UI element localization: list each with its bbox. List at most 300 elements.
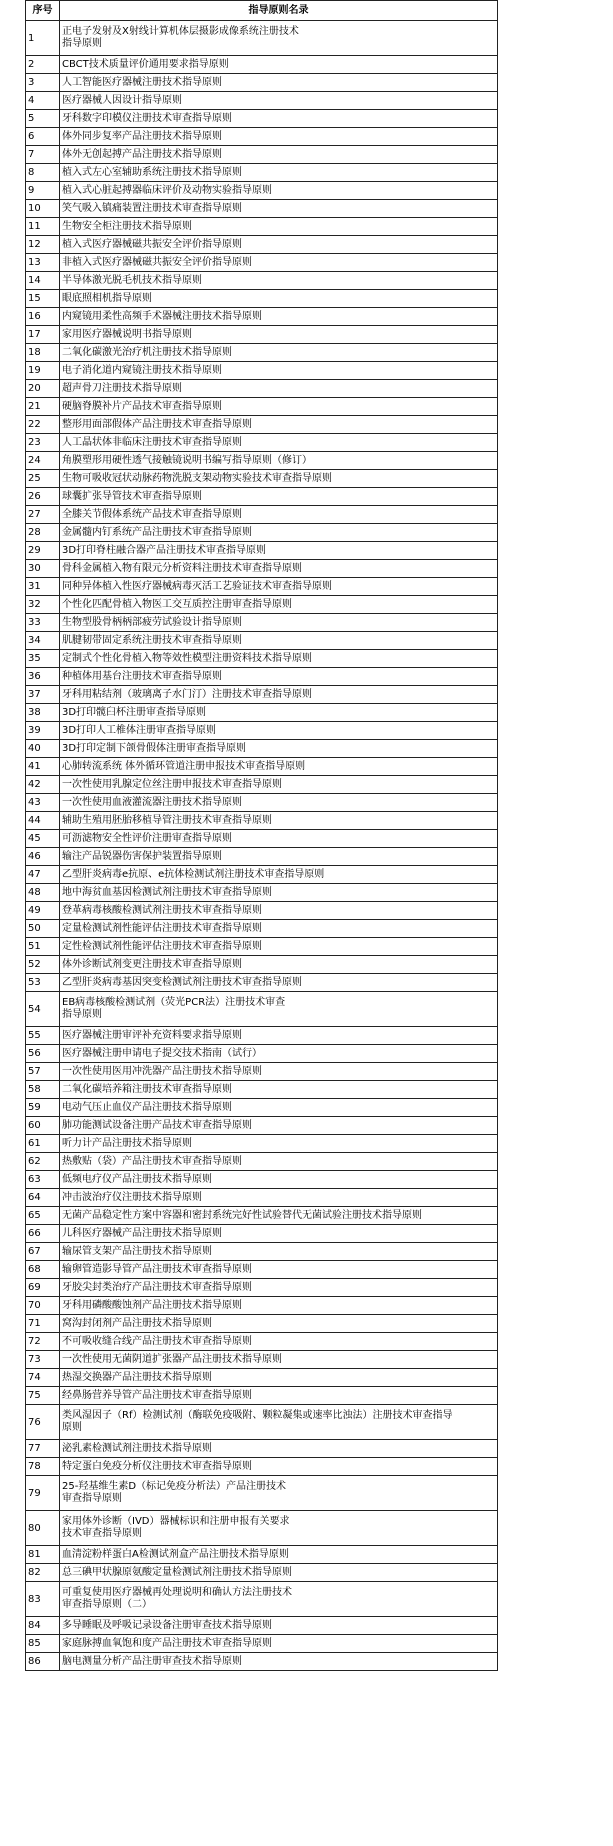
serial-number-cell: 51 (26, 938, 60, 956)
serial-number-cell: 79 (26, 1476, 60, 1511)
guideline-name-cell (60, 470, 498, 488)
guideline-name-line: 可重复使用医疗器械再处理说明和确认方法注册技术 (62, 1587, 292, 1598)
serial-number-cell: 15 (26, 290, 60, 308)
table-row (26, 1440, 498, 1458)
serial-number-cell: 37 (26, 686, 60, 704)
table-row (26, 722, 498, 740)
guideline-name-cell (60, 740, 498, 758)
serial-number-cell: 22 (26, 416, 60, 434)
serial-number-cell: 49 (26, 902, 60, 920)
table-row (26, 686, 498, 704)
guideline-name-cell (60, 1564, 498, 1582)
serial-number-cell: 81 (26, 1546, 60, 1564)
guideline-name-line: 定量检测试剂性能评估注册技术审查指导原则 (62, 922, 262, 934)
guideline-name-cell (60, 236, 498, 254)
table-row (26, 1546, 498, 1564)
table-row (26, 416, 498, 434)
guideline-name-line: 定性检测试剂性能评估注册技术审查指导原则 (62, 940, 262, 952)
guideline-name-line: 硬脑脊膜补片产品技术审查指导原则 (62, 400, 222, 412)
serial-number-cell: 11 (26, 218, 60, 236)
table-row (26, 434, 498, 452)
serial-number-cell: 55 (26, 1027, 60, 1045)
guideline-name-cell (60, 1027, 498, 1045)
guideline-name-line: 窝沟封闭剂产品注册技术指导原则 (62, 1317, 212, 1329)
guideline-name-cell (60, 488, 498, 506)
serial-number-cell: 75 (26, 1387, 60, 1405)
table-row (26, 524, 498, 542)
serial-number-cell: 1 (26, 21, 60, 56)
guideline-name-cell (60, 686, 498, 704)
serial-number-cell: 84 (26, 1617, 60, 1635)
guideline-name-cell (60, 326, 498, 344)
guideline-name-cell (60, 506, 498, 524)
serial-number-cell: 66 (26, 1225, 60, 1243)
serial-number-cell: 80 (26, 1511, 60, 1546)
guideline-name-cell (60, 956, 498, 974)
table-row (26, 1476, 498, 1511)
table-row (26, 110, 498, 128)
guideline-name-cell (60, 614, 498, 632)
guideline-name-cell (60, 1225, 498, 1243)
table-row (26, 740, 498, 758)
guideline-name-line: 儿科医疗器械产品注册技术指导原则 (62, 1227, 222, 1239)
guideline-name-cell (60, 1207, 498, 1225)
table-row (26, 704, 498, 722)
guideline-name-line: 辅助生殖用胚胎移植导管注册技术审查指导原则 (62, 814, 272, 826)
serial-number-cell: 6 (26, 128, 60, 146)
guideline-name-cell (60, 434, 498, 452)
guideline-name-cell (60, 848, 498, 866)
table-row (26, 1351, 498, 1369)
table-row (26, 21, 498, 56)
guideline-name-cell (60, 308, 498, 326)
table-row (26, 1582, 498, 1617)
table-row (26, 974, 498, 992)
table-row (26, 1261, 498, 1279)
table-row (26, 632, 498, 650)
serial-number-cell: 73 (26, 1351, 60, 1369)
serial-number-cell: 35 (26, 650, 60, 668)
serial-number-cell: 13 (26, 254, 60, 272)
table-row (26, 650, 498, 668)
serial-number-cell: 69 (26, 1279, 60, 1297)
table-row (26, 902, 498, 920)
serial-number-cell: 60 (26, 1117, 60, 1135)
guideline-name-line: 类风湿因子（Rf）检测试剂（酶联免疫吸附、颗粒凝集或速率比浊法）注册技术审查指导 (62, 1410, 453, 1421)
guideline-name-line: 3D打印人工椎体注册审查指导原则 (62, 724, 217, 736)
table-row (26, 542, 498, 560)
guideline-name-line: 植入式左心室辅助系统注册技术指导原则 (62, 166, 242, 178)
guideline-name-cell (60, 758, 498, 776)
table-row (26, 668, 498, 686)
serial-number-cell: 45 (26, 830, 60, 848)
guideline-name-cell (60, 1333, 498, 1351)
guideline-name-cell (60, 1189, 498, 1207)
table-header-row (26, 1, 498, 21)
serial-number-cell: 70 (26, 1297, 60, 1315)
guideline-name-cell (60, 1546, 498, 1564)
guideline-name-line: 输尿管支架产品注册技术指导原则 (62, 1245, 212, 1257)
serial-number-cell: 30 (26, 560, 60, 578)
guideline-name-cell (60, 56, 498, 74)
serial-number-cell: 39 (26, 722, 60, 740)
guideline-name-line: 同种异体植入性医疗器械病毒灭活工艺验证技术审查指导原则 (62, 580, 332, 592)
table-row (26, 1458, 498, 1476)
guideline-name-line: 一次性使用乳腺定位丝注册申报技术审查指导原则 (62, 778, 282, 790)
serial-number-cell: 50 (26, 920, 60, 938)
guideline-name-cell (60, 1117, 498, 1135)
table-row (26, 1225, 498, 1243)
guideline-table-sheet (25, 0, 497, 1671)
guideline-name-line: 生物安全柜注册技术指导原则 (62, 220, 192, 232)
table-row (26, 956, 498, 974)
serial-number-cell: 25 (26, 470, 60, 488)
serial-number-cell: 65 (26, 1207, 60, 1225)
serial-number-cell: 20 (26, 380, 60, 398)
guideline-name-cell (60, 21, 498, 56)
guideline-name-line: 正电子发射及X射线计算机体层摄影成像系统注册技术 (62, 26, 299, 37)
table-row (26, 470, 498, 488)
guideline-name-cell (60, 1405, 498, 1440)
guideline-name-cell (60, 344, 498, 362)
serial-number-cell: 71 (26, 1315, 60, 1333)
guideline-name-line: 体外同步复率产品注册技术指导原则 (62, 130, 222, 142)
guideline-name-cell (60, 704, 498, 722)
guideline-name-cell (60, 830, 498, 848)
guideline-name-line: 骨科金属植入物有限元分析资料注册技术审查指导原则 (62, 562, 302, 574)
table-row (26, 362, 498, 380)
serial-number-cell: 59 (26, 1099, 60, 1117)
guideline-name-line: 肌腱韧带固定系统注册技术审查指导原则 (62, 634, 242, 646)
table-row (26, 1635, 498, 1653)
guideline-name-cell (60, 632, 498, 650)
guideline-name-line: 总三碘甲状腺原氨酸定量检测试剂注册技术指导原则 (62, 1566, 292, 1578)
guideline-name-cell (60, 1099, 498, 1117)
table-row (26, 794, 498, 812)
table-row (26, 1171, 498, 1189)
guideline-name-line: 特定蛋白免疫分析仪注册技术审查指导原则 (62, 1460, 252, 1472)
serial-number-cell: 38 (26, 704, 60, 722)
table-row (26, 1279, 498, 1297)
guideline-name-line: 原则 (62, 1422, 82, 1433)
guideline-name-cell (60, 182, 498, 200)
guideline-name-cell (60, 884, 498, 902)
table-row (26, 398, 498, 416)
serial-number-cell: 31 (26, 578, 60, 596)
table-row (26, 1564, 498, 1582)
guideline-name-line: 无菌产品稳定性方案中容器和密封系统完好性试验替代无菌试验注册技术指导原则 (62, 1209, 422, 1221)
serial-number-cell: 86 (26, 1653, 60, 1671)
serial-number-cell: 67 (26, 1243, 60, 1261)
serial-number-cell: 82 (26, 1564, 60, 1582)
guideline-name-cell (60, 1511, 498, 1546)
guideline-name-cell (60, 1243, 498, 1261)
guideline-name-line: 半导体激光脱毛机技术指导原则 (62, 274, 202, 286)
table-row (26, 1511, 498, 1546)
guideline-name-line: 植入式医疗器械磁共振安全评价指导原则 (62, 238, 242, 250)
guideline-name-line: 金属髓内钉系统产品注册技术审查指导原则 (62, 526, 252, 538)
guideline-name-line: 牙科数字印模仪注册技术审查指导原则 (62, 112, 232, 124)
guideline-name-cell (60, 668, 498, 686)
table-body (26, 21, 498, 1671)
table-row (26, 866, 498, 884)
header-serial-number: 序号 (26, 1, 60, 21)
serial-number-cell: 29 (26, 542, 60, 560)
table-row (26, 308, 498, 326)
serial-number-cell: 46 (26, 848, 60, 866)
guideline-name-cell (60, 938, 498, 956)
guideline-name-line: 球囊扩张导管技术审查指导原则 (62, 490, 202, 502)
table-row (26, 218, 498, 236)
serial-number-cell: 78 (26, 1458, 60, 1476)
guideline-name-cell (60, 1315, 498, 1333)
serial-number-cell: 4 (26, 92, 60, 110)
guideline-name-line: 3D打印定制下颌骨假体注册审查指导原则 (62, 742, 247, 754)
serial-number-cell: 48 (26, 884, 60, 902)
guideline-name-cell (60, 1617, 498, 1635)
guideline-name-cell (60, 1653, 498, 1671)
serial-number-cell: 72 (26, 1333, 60, 1351)
serial-number-cell: 85 (26, 1635, 60, 1653)
serial-number-cell: 33 (26, 614, 60, 632)
serial-number-cell: 9 (26, 182, 60, 200)
guideline-name-cell (60, 1635, 498, 1653)
serial-number-cell: 18 (26, 344, 60, 362)
table-row (26, 1315, 498, 1333)
table-row (26, 776, 498, 794)
table-row (26, 1189, 498, 1207)
table-row (26, 506, 498, 524)
guideline-name-cell (60, 110, 498, 128)
guideline-name-cell (60, 902, 498, 920)
guideline-name-line: 可沥滤物安全性评价注册审查指导原则 (62, 832, 232, 844)
guideline-name-line: 医疗器械注册申请电子提交技术指南（试行） (62, 1047, 262, 1059)
table-row (26, 146, 498, 164)
guideline-name-line: 超声骨刀注册技术指导原则 (62, 382, 182, 394)
guideline-name-line: 热湿交换器产品注册技术指导原则 (62, 1371, 212, 1383)
serial-number-cell: 43 (26, 794, 60, 812)
serial-number-cell: 64 (26, 1189, 60, 1207)
serial-number-cell: 14 (26, 272, 60, 290)
guideline-name-cell (60, 452, 498, 470)
table-row (26, 1099, 498, 1117)
header-guideline-name: 指导原则名录 (60, 1, 498, 21)
guideline-name-line: 输注产品锐器伤害保护装置指导原则 (62, 850, 222, 862)
table-row (26, 560, 498, 578)
table-row (26, 758, 498, 776)
serial-number-cell: 42 (26, 776, 60, 794)
guideline-name-line: 心肺转流系统 体外循环管道注册申报技术审查指导原则 (62, 760, 306, 772)
guideline-name-cell (60, 1387, 498, 1405)
guideline-name-cell (60, 1063, 498, 1081)
table-row (26, 380, 498, 398)
table-row (26, 164, 498, 182)
guideline-name-line: 地中海贫血基因检测试剂注册技术审查指导原则 (62, 886, 272, 898)
guideline-name-line: 人工晶状体非临床注册技术审查指导原则 (62, 436, 242, 448)
guideline-name-cell (60, 812, 498, 830)
table-row (26, 488, 498, 506)
serial-number-cell: 32 (26, 596, 60, 614)
guideline-name-line: 脑电测量分析产品注册审查技术指导原则 (62, 1655, 242, 1667)
guideline-name-line: 3D打印髋臼杯注册审查指导原则 (62, 706, 207, 718)
guideline-name-cell (60, 290, 498, 308)
guideline-name-line: 全膝关节假体系统产品技术审查指导原则 (62, 508, 242, 520)
guideline-name-cell (60, 128, 498, 146)
guideline-name-cell (60, 380, 498, 398)
table-row (26, 938, 498, 956)
guideline-name-cell (60, 200, 498, 218)
guideline-name-line: 泌乳素检测试剂注册技术指导原则 (62, 1442, 212, 1454)
guideline-name-line: 角膜塑形用硬性透气接触镜说明书编写指导原则（修订） (62, 454, 312, 466)
guideline-name-cell (60, 1351, 498, 1369)
table-row (26, 884, 498, 902)
guideline-name-line: 种植体用基台注册技术审查指导原则 (62, 670, 222, 682)
guideline-name-line: 非植入式医疗器械磁共振安全评价指导原则 (62, 256, 252, 268)
serial-number-cell: 34 (26, 632, 60, 650)
table-row (26, 200, 498, 218)
table-row (26, 830, 498, 848)
serial-number-cell: 17 (26, 326, 60, 344)
serial-number-cell: 58 (26, 1081, 60, 1099)
guideline-name-cell (60, 542, 498, 560)
guideline-name-cell (60, 1171, 498, 1189)
guideline-name-line: 冲击波治疗仪注册技术指导原则 (62, 1191, 202, 1203)
guideline-name-line: EB病毒核酸检测试剂（荧光PCR法）注册技术审查 (62, 997, 286, 1008)
guideline-name-line: 牙科用粘结剂（玻璃离子水门汀）注册技术审查指导原则 (62, 688, 312, 700)
guideline-table (25, 0, 498, 1671)
guideline-name-cell (60, 992, 498, 1027)
guideline-name-line: 乙型肝炎病毒基因突变检测试剂注册技术审查指导原则 (62, 976, 302, 988)
guideline-name-line: 低频电疗仪产品注册技术指导原则 (62, 1173, 212, 1185)
table-row (26, 128, 498, 146)
serial-number-cell: 24 (26, 452, 60, 470)
serial-number-cell: 77 (26, 1440, 60, 1458)
guideline-name-line: 电动气压止血仪产品注册技术指导原则 (62, 1101, 232, 1113)
serial-number-cell: 10 (26, 200, 60, 218)
table-row (26, 1333, 498, 1351)
guideline-name-line: 定制式个性化骨植入物等效性模型注册资料技术指导原则 (62, 652, 312, 664)
guideline-name-line: 3D打印脊柱融合器产品注册技术审查指导原则 (62, 544, 267, 556)
guideline-name-cell (60, 272, 498, 290)
guideline-name-cell (60, 146, 498, 164)
guideline-name-line: 二氧化碳培养箱注册技术审查指导原则 (62, 1083, 232, 1095)
serial-number-cell: 16 (26, 308, 60, 326)
guideline-name-cell (60, 1458, 498, 1476)
guideline-name-cell (60, 794, 498, 812)
guideline-name-line: CBCT技术质量评价通用要求指导原则 (62, 58, 229, 70)
guideline-name-cell (60, 596, 498, 614)
guideline-name-line: 植入式心脏起搏器临床评价及动物实验指导原则 (62, 184, 272, 196)
table-row (26, 1387, 498, 1405)
table-row (26, 1045, 498, 1063)
guideline-name-cell (60, 1369, 498, 1387)
table-row (26, 254, 498, 272)
serial-number-cell: 53 (26, 974, 60, 992)
guideline-name-cell (60, 1135, 498, 1153)
table-row (26, 92, 498, 110)
guideline-name-line: 25-羟基维生素D（标记免疫分析法）产品注册技术 (62, 1481, 287, 1492)
guideline-name-line: 体外无创起搏产品注册技术指导原则 (62, 148, 222, 160)
serial-number-cell: 27 (26, 506, 60, 524)
guideline-name-cell (60, 1279, 498, 1297)
guideline-name-cell (60, 578, 498, 596)
table-row (26, 920, 498, 938)
guideline-name-cell (60, 1261, 498, 1279)
guideline-name-cell (60, 164, 498, 182)
table-row (26, 56, 498, 74)
guideline-name-line: 登革病毒核酸检测试剂注册技术审查指导原则 (62, 904, 262, 916)
guideline-name-line: 血清淀粉样蛋白A检测试剂盒产品注册技术指导原则 (62, 1548, 289, 1560)
guideline-name-line: 家用医疗器械说明书指导原则 (62, 328, 192, 340)
table-row (26, 1617, 498, 1635)
table-row (26, 1369, 498, 1387)
guideline-name-line: 输卵管造影导管产品注册技术审查指导原则 (62, 1263, 252, 1275)
guideline-name-line: 经鼻肠营养导管产品注册技术审查指导原则 (62, 1389, 252, 1401)
guideline-name-cell (60, 1045, 498, 1063)
guideline-name-cell (60, 1476, 498, 1511)
serial-number-cell: 19 (26, 362, 60, 380)
guideline-name-cell (60, 560, 498, 578)
guideline-name-line: 指导原则 (62, 1009, 102, 1020)
guideline-name-cell (60, 1153, 498, 1171)
serial-number-cell: 74 (26, 1369, 60, 1387)
serial-number-cell: 21 (26, 398, 60, 416)
guideline-name-line: 家庭脉搏血氧饱和度产品注册技术审查指导原则 (62, 1637, 272, 1649)
guideline-name-cell (60, 74, 498, 92)
guideline-name-cell (60, 866, 498, 884)
guideline-name-line: 一次性使用医用冲洗器产品注册技术指导原则 (62, 1065, 262, 1077)
guideline-name-line: 个性化匹配骨植入物医工交互质控注册审查指导原则 (62, 598, 292, 610)
table-row (26, 992, 498, 1027)
table-row (26, 1081, 498, 1099)
guideline-name-cell (60, 218, 498, 236)
guideline-name-cell (60, 974, 498, 992)
guideline-name-line: 整形用面部假体产品注册技术审查指导原则 (62, 418, 252, 430)
serial-number-cell: 40 (26, 740, 60, 758)
guideline-name-line: 电子消化道内窥镜注册技术指导原则 (62, 364, 222, 376)
serial-number-cell: 41 (26, 758, 60, 776)
serial-number-cell: 23 (26, 434, 60, 452)
serial-number-cell: 5 (26, 110, 60, 128)
guideline-name-line: 生物可吸收冠状动脉药物洗脱支架动物实验技术审查指导原则 (62, 472, 332, 484)
guideline-name-cell (60, 1440, 498, 1458)
table-row (26, 182, 498, 200)
guideline-name-line: 家用体外诊断（IVD）器械标识和注册申报有关要求 (62, 1516, 290, 1527)
guideline-name-line: 审查指导原则 (62, 1493, 122, 1504)
guideline-name-line: 内窥镜用柔性高频手术器械注册技术指导原则 (62, 310, 262, 322)
guideline-name-cell (60, 1081, 498, 1099)
table-row (26, 1135, 498, 1153)
table-row (26, 1297, 498, 1315)
table-row (26, 1153, 498, 1171)
guideline-name-line: 生物型股骨柄柄部疲劳试验设计指导原则 (62, 616, 242, 628)
table-row (26, 272, 498, 290)
table-row (26, 452, 498, 470)
serial-number-cell: 57 (26, 1063, 60, 1081)
table-row (26, 578, 498, 596)
table-row (26, 596, 498, 614)
table-row (26, 1653, 498, 1671)
table-row (26, 614, 498, 632)
serial-number-cell: 2 (26, 56, 60, 74)
serial-number-cell: 36 (26, 668, 60, 686)
serial-number-cell: 56 (26, 1045, 60, 1063)
serial-number-cell: 3 (26, 74, 60, 92)
guideline-name-cell (60, 776, 498, 794)
guideline-name-line: 不可吸收缝合线产品注册技术审查指导原则 (62, 1335, 252, 1347)
guideline-name-line: 一次性使用血液灌流器注册技术指导原则 (62, 796, 242, 808)
guideline-name-line: 多导睡眠及呼吸记录设备注册审查技术指导原则 (62, 1619, 272, 1631)
